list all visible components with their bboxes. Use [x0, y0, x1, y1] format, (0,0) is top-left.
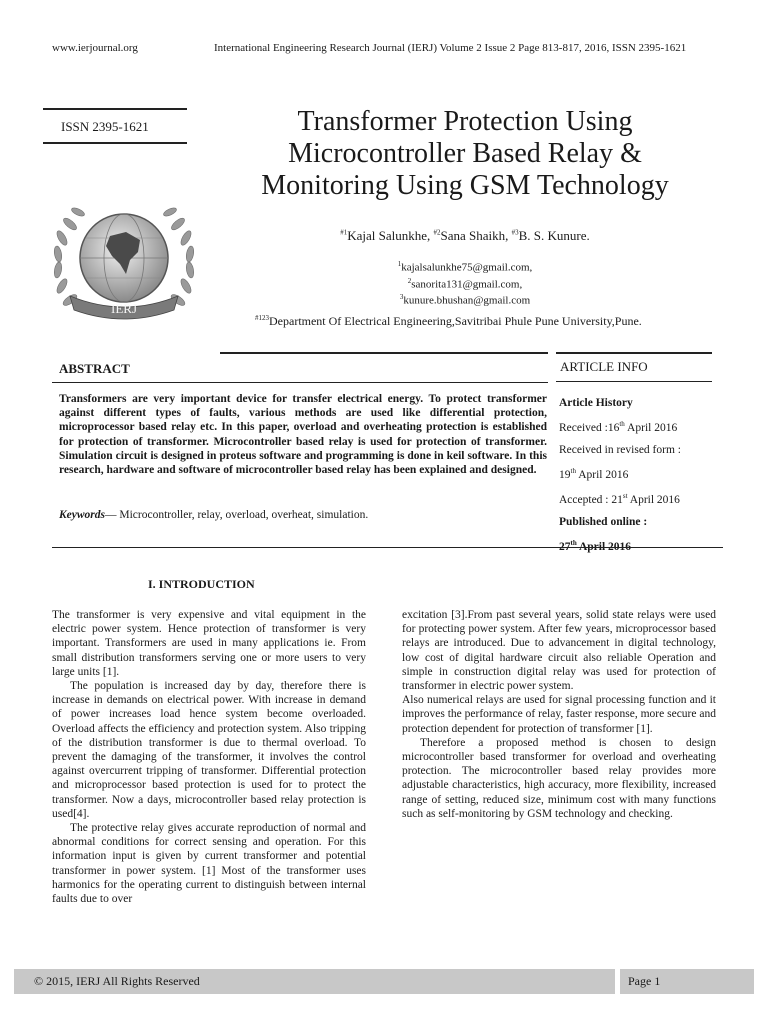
- divider: [52, 547, 723, 548]
- journal-citation: International Engineering Research Journal (IERJ) Volume 2 Issue 2 Page 813-817, 2016, ISSN 2395-1621: [214, 42, 687, 54]
- author-name: Sana Shaikh,: [440, 228, 512, 243]
- email-link[interactable]: kajalsalunkhe75@gmail.com,: [401, 261, 533, 274]
- paragraph: The protective relay gives accurate reproduction of normal and abnormal conditions for correct sensing and operation. For this information input is given by current transformer and potential transformer in power system. [1] Most of the transformer uses harmonics for the operating current to distinguish between internal faults due to over: [52, 822, 366, 906]
- paragraph: Therefore a proposed method is chosen to design microcontroller based transformer for overload and overheating protection. The microcontroller based relay provides more adjustable characteristics, high accuracy, more flexibility, increased range of setting, reduced size, minimum cost with many functions such as self-monitoring by GSM technology and checking.: [402, 736, 716, 820]
- issn-box: ISSN 2395-1621: [43, 108, 187, 144]
- article-info: [559, 393, 719, 558]
- article-history-label: Article History: [559, 397, 633, 409]
- revised-date: 19th April 2016: [559, 467, 629, 481]
- journal-website: www.ierjournal.org: [52, 42, 138, 54]
- title-line: Microcontroller Based Relay &: [288, 138, 642, 169]
- abstract-heading: ABSTRACT: [59, 361, 130, 376]
- email-link[interactable]: kunure.bhushan@gmail.com: [403, 294, 531, 307]
- published-label: Published online :: [559, 515, 648, 528]
- author-name: Kajal Salunkhe,: [347, 228, 434, 243]
- divider: [220, 352, 548, 354]
- author-emails: $^1$kajalsalunkhe75@gmail.com, $^2$sanorita131@gmail.com, $^3$kunure.bhushan@gmail.com: [397, 260, 533, 307]
- keywords-label: Keywords: [59, 509, 105, 521]
- page-number: Page 1: [620, 969, 754, 994]
- received-date: Received :16th April 2016: [559, 420, 678, 435]
- published-date: 27th April 2016: [559, 538, 632, 553]
- abstract-text: Transformers are very important device for transfer electrical energy. To protect transformer against different types of faults, various methods are used like differential protection, microprocessor based relay etc. In this paper, overload and overheating protection is established for protection of transformer. Microcontroller based relay is used for protection of transformer. Simulation circuit is designed in proteus software and programming is done in keil software. In this research, hardware and software of microcontroller based relay has been explained and designed.: [59, 393, 547, 477]
- footer-copyright: © 2015, IERJ All Rights Reserved: [14, 969, 615, 994]
- body-column-left: [52, 608, 366, 906]
- divider: [556, 381, 712, 382]
- logo-text: IERJ: [111, 301, 137, 316]
- accepted-date: Accepted : 21st April 2016: [559, 492, 680, 507]
- paragraph: Also numerical relays are used for signal processing function and it improves the performance of relay, faster response, more secure and protection dependent for protection of transformer [1].: [402, 694, 716, 735]
- keywords-text: — Microcontroller, relay, overload, overheat, simulation.: [105, 509, 369, 521]
- paper-title: [225, 106, 705, 202]
- affiliation: $^{\#123}$Department Of Electrical Engineering,Savitribai Phule Pune University,Pune.: [255, 314, 642, 328]
- paragraph: excitation [3].From past several years, solid state relays were used for protecting power system. After few years, microprocessor based relays are introduced. Due to advancement in digital technology, low cost of digital hardware circuit also reliable Operation and simple in construction digital relay was used for protection of transformer in electric power system.: [402, 609, 716, 693]
- paragraph: The transformer is very expensive and vital equipment in the electric power system. Hence protection of transformer is very important. Transformers are used in many applications ie. From small distribution transformers serving one or more users to very large units [1].: [52, 609, 366, 678]
- title-line: Monitoring Using GSM Technology: [261, 170, 669, 201]
- paragraph: The population is increased day by day, therefore there is increase in demands on electrical power. With increase in demand of power increases load hence system become overloaded. Overload affects the efficiency and protection system. Also tripping of the distribution transformer is due to thermal overload. To prevent the damaging of the transformer, it involves the control against overcurrent tripping of transformer. Differential protection and microprocessor based protection is used for to protect the transformer. Now a days, microcontroller based relay protection is used[4].: [52, 680, 366, 820]
- body-column-right: [402, 608, 716, 821]
- keywords: [59, 509, 368, 521]
- author-name: B. S. Kunure.: [518, 228, 590, 243]
- divider: [52, 382, 548, 383]
- article-info-heading: ARTICLE INFO: [560, 359, 648, 374]
- divider: [556, 352, 712, 354]
- author-list: $^{\#1}$Kajal Salunkhe, $^{\#2}$Sana Shaikh, $^{\#3}$B. S. Kunure.: [340, 228, 590, 243]
- section-heading: I. INTRODUCTION: [148, 577, 255, 591]
- ierj-logo: [48, 200, 200, 328]
- revised-label: Received in revised form :: [559, 443, 681, 456]
- email-link[interactable]: sanorita131@gmail.com,: [411, 278, 523, 291]
- title-line: Transformer Protection Using: [297, 106, 633, 137]
